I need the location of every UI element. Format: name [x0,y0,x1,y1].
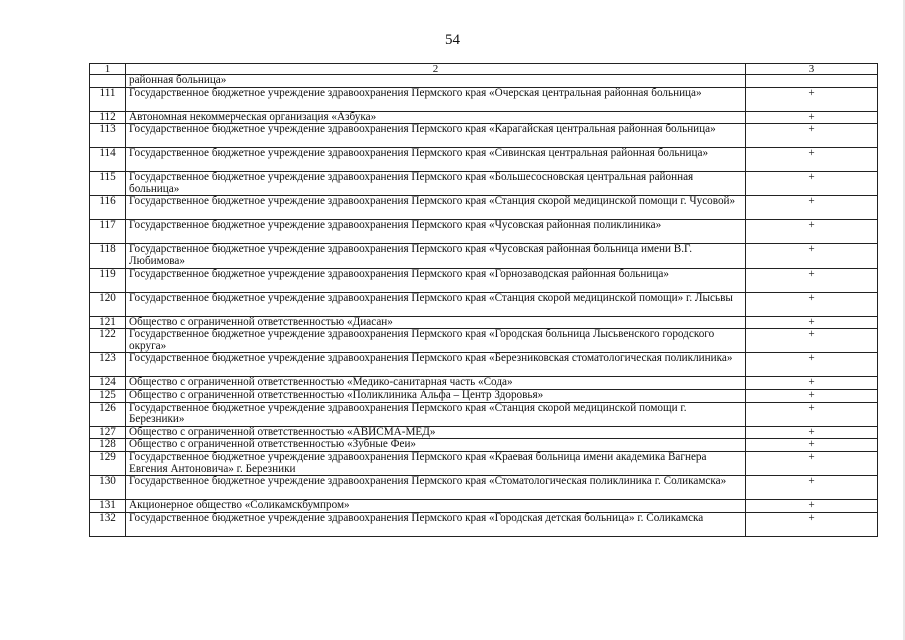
table-row [90,172,878,196]
organization-name: Автономная некоммерческая организация «Азбука» [126,111,746,124]
inclusion-mark: + [746,353,878,377]
organization-name: районная больница» [126,75,746,88]
inclusion-mark: + [746,389,878,402]
inclusion-mark: + [746,148,878,172]
header-col-3: 3 [746,64,878,75]
organization-name: Государственное бюджетное учреждение здравоохранения Пермского края «Станция скорой медицинской помощи г. Чусовой» [126,196,746,220]
organization-name: Государственное бюджетное учреждение здравоохранения Пермского края «Краевая больница имени академика Вагнера Евгения Антоновича» г. Березники [126,451,746,475]
table-row [90,500,878,513]
inclusion-mark: + [746,439,878,452]
table-body [90,64,878,537]
organization-name: Общество с ограниченной ответственностью «Диасан» [126,316,746,329]
organization-name: Государственное бюджетное учреждение здравоохранения Пермского края «Горнозаводская районная больница» [126,268,746,292]
organization-name: Акционерное общество «Соликамскбумпром» [126,500,746,513]
row-number: 118 [90,244,126,268]
row-number: 127 [90,426,126,439]
table-row [90,451,878,475]
organization-name: Государственное бюджетное учреждение здравоохранения Пермского края «Березниковская стоматологическая поликлиника» [126,353,746,377]
inclusion-mark: + [746,87,878,111]
table-row [90,377,878,390]
row-number: 117 [90,220,126,244]
organization-name: Государственное бюджетное учреждение здравоохранения Пермского края «Городская детская больница» г. Соликамска [126,512,746,536]
inclusion-mark [746,75,878,88]
header-col-2: 2 [126,64,746,75]
inclusion-mark: + [746,268,878,292]
table-row [90,316,878,329]
inclusion-mark: + [746,292,878,316]
row-number: 130 [90,476,126,500]
organization-name: Государственное бюджетное учреждение здравоохранения Пермского края «Чусовская районная больница имени В.Г. Любимова» [126,244,746,268]
inclusion-mark: + [746,316,878,329]
table-row [90,353,878,377]
organization-name: Государственное бюджетное учреждение здравоохранения Пермского края «Большесосновская центральная районная больница» [126,172,746,196]
inclusion-mark: + [746,244,878,268]
organization-name: Общество с ограниченной ответственностью «Зубные Феи» [126,439,746,452]
row-number: 113 [90,124,126,148]
organization-name: Государственное бюджетное учреждение здравоохранения Пермского края «Очерская центральная районная больница» [126,87,746,111]
inclusion-mark: + [746,500,878,513]
table-row [90,196,878,220]
header-col-1: 1 [90,64,126,75]
table-row [90,439,878,452]
table-row [90,111,878,124]
inclusion-mark: + [746,329,878,353]
organization-name: Государственное бюджетное учреждение здравоохранения Пермского края «Сивинская центральная районная больница» [126,148,746,172]
row-number: 126 [90,402,126,426]
organization-name: Государственное бюджетное учреждение здравоохранения Пермского края «Станция скорой медицинской помощи г. Березники» [126,402,746,426]
row-number: 115 [90,172,126,196]
table-row [90,476,878,500]
organization-name: Общество с ограниченной ответственностью «Медико-санитарная часть «Сода» [126,377,746,390]
inclusion-mark: + [746,196,878,220]
inclusion-mark: + [746,172,878,196]
organization-name: Общество с ограниченной ответственностью «Поликлиника Альфа – Центр Здоровья» [126,389,746,402]
row-number: 124 [90,377,126,390]
table-row [90,244,878,268]
page-number: 54 [445,32,460,48]
table-row [90,329,878,353]
organization-name: Государственное бюджетное учреждение здравоохранения Пермского края «Стоматологическая поликлиника г. Соликамска» [126,476,746,500]
row-number: 119 [90,268,126,292]
inclusion-mark: + [746,426,878,439]
row-number: 121 [90,316,126,329]
inclusion-mark: + [746,476,878,500]
row-number: 131 [90,500,126,513]
table-row [90,268,878,292]
row-number: 123 [90,353,126,377]
table-row [90,87,878,111]
organization-name: Государственное бюджетное учреждение здравоохранения Пермского края «Городская больница Лысьвенского городского округа» [126,329,746,353]
table-row [90,402,878,426]
organization-name: Общество с ограниченной ответственностью «АВИСМА-МЕД» [126,426,746,439]
organization-name: Государственное бюджетное учреждение здравоохранения Пермского края «Карагайская центральная районная больница» [126,124,746,148]
inclusion-mark: + [746,111,878,124]
table-row [90,220,878,244]
row-number: 111 [90,87,126,111]
inclusion-mark: + [746,402,878,426]
inclusion-mark: + [746,377,878,390]
row-number: 112 [90,111,126,124]
row-number: 132 [90,512,126,536]
table-row [90,292,878,316]
row-number: 120 [90,292,126,316]
table-row [90,124,878,148]
row-number: 128 [90,439,126,452]
organization-name: Государственное бюджетное учреждение здравоохранения Пермского края «Станция скорой медицинской помощи» г. Лысьвы [126,292,746,316]
organizations-table [89,63,878,537]
table-header-row [90,64,878,75]
inclusion-mark: + [746,512,878,536]
inclusion-mark: + [746,124,878,148]
row-number [90,75,126,88]
table-row [90,75,878,88]
row-number: 114 [90,148,126,172]
row-number: 122 [90,329,126,353]
organization-name: Государственное бюджетное учреждение здравоохранения Пермского края «Чусовская районная поликлиника» [126,220,746,244]
row-number: 125 [90,389,126,402]
table-row [90,512,878,536]
row-number: 116 [90,196,126,220]
row-number: 129 [90,451,126,475]
table-row [90,426,878,439]
table-row [90,148,878,172]
table-row [90,389,878,402]
inclusion-mark: + [746,451,878,475]
inclusion-mark: + [746,220,878,244]
